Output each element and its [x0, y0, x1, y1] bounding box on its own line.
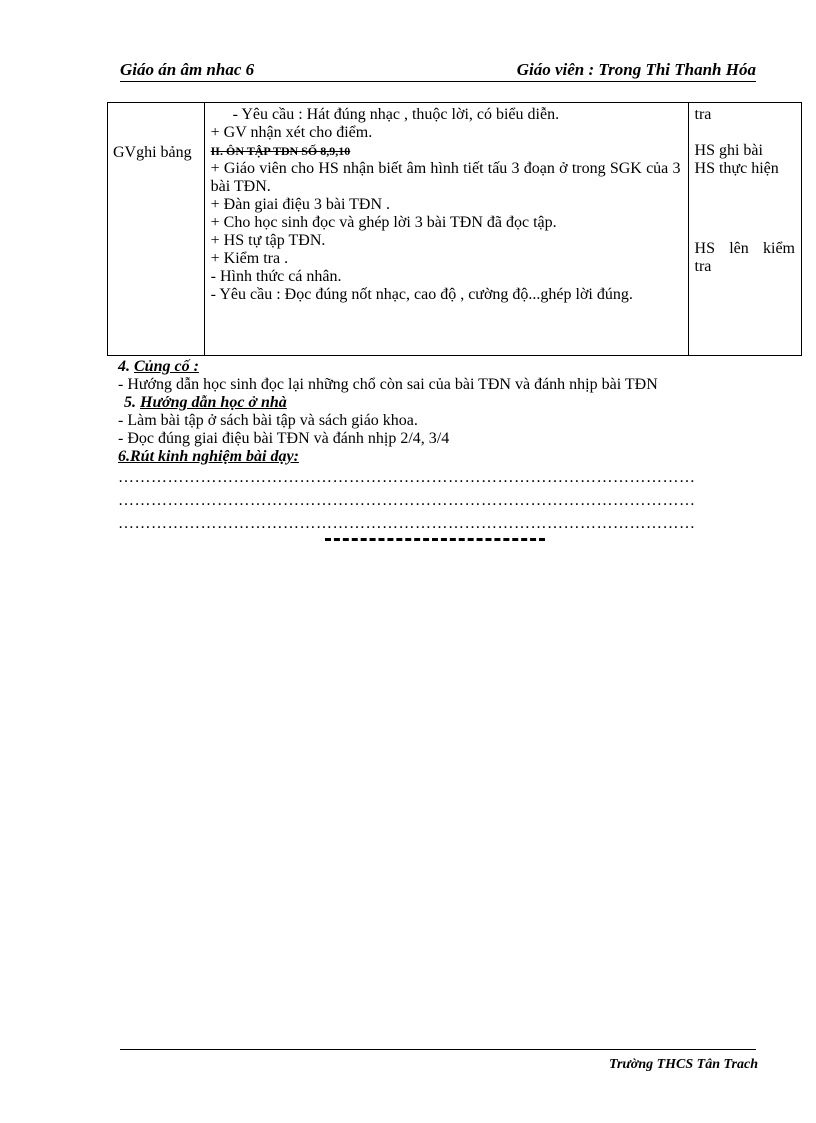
student-note: HS ghi bài	[694, 142, 763, 159]
section-4-heading: 4. Củng cố :	[118, 358, 199, 375]
student-note: HS lên kiểm tra	[694, 240, 795, 275]
student-note: tra	[694, 106, 712, 123]
section-5-heading: 5. Hướng dẫn học ở nhà	[124, 394, 287, 411]
section-5-line: - Làm bài tập ở sách bài tập và sách giáo khoa.	[118, 412, 418, 429]
dotted-line: ……………………………………………………………………………………………	[118, 515, 696, 532]
footer-school: Trường THCS Tân Trach	[608, 1057, 758, 1072]
header-rule	[120, 81, 756, 82]
content-line: + Đàn giai điệu 3 bài TĐN .	[210, 196, 390, 213]
section-5-line: - Đọc đúng giai điệu bài TĐN và đánh nhịp 2/4, 3/4	[118, 430, 450, 447]
content-line: + Kiểm tra .	[210, 250, 289, 267]
content-line: + Giáo viên cho HS nhận biết âm hình tiết tấu 3 đoạn ở trong SGK của 3 bài TĐN.	[210, 160, 681, 195]
content-line: + GV nhận xét cho điểm.	[210, 124, 373, 141]
content-line: - Hình thức cá nhân.	[210, 268, 342, 285]
end-divider	[325, 538, 545, 541]
header-teacher-name: Giáo viên : Trong Thi Thanh Hóa	[516, 60, 756, 79]
content-line: + HS tự tập TĐN.	[210, 232, 326, 249]
content-line: - Yêu cầu : Đọc đúng nốt nhạc, cao độ , cường độ...ghép lời đúng.	[210, 286, 633, 303]
content-cell	[204, 103, 688, 356]
teacher-activity-cell	[108, 103, 205, 356]
content-line: - Yêu cầu : Hát đúng nhạc , thuộc lời, có biểu diễn.	[232, 106, 560, 123]
teacher-note: GVghi bảng	[113, 144, 192, 161]
footer-rule	[120, 1049, 756, 1050]
closing-sections	[118, 358, 758, 535]
student-note: HS thực hiện	[694, 160, 779, 177]
dotted-line: ……………………………………………………………………………………………	[118, 492, 696, 509]
content-line: + Cho học sinh đọc và ghép lời 3 bài TĐN đã đọc tập.	[210, 214, 557, 231]
section-4-text: - Hướng dẫn học sinh đọc lại những chổ còn sai của bài TĐN và đánh nhịp bài TĐN	[118, 376, 658, 393]
table-row	[108, 103, 802, 356]
header-lesson-title: Giáo án âm nhac 6	[120, 60, 255, 79]
student-activity-cell	[688, 103, 801, 356]
lesson-table	[107, 102, 802, 356]
page-header	[120, 50, 756, 80]
dotted-line: ……………………………………………………………………………………………	[118, 469, 696, 486]
content-section-title: II. ÔN TẬP TĐN SỐ 8,9,10	[210, 144, 351, 158]
section-6-heading: 6.Rút kinh nghiệm bài dạy:	[118, 448, 299, 465]
